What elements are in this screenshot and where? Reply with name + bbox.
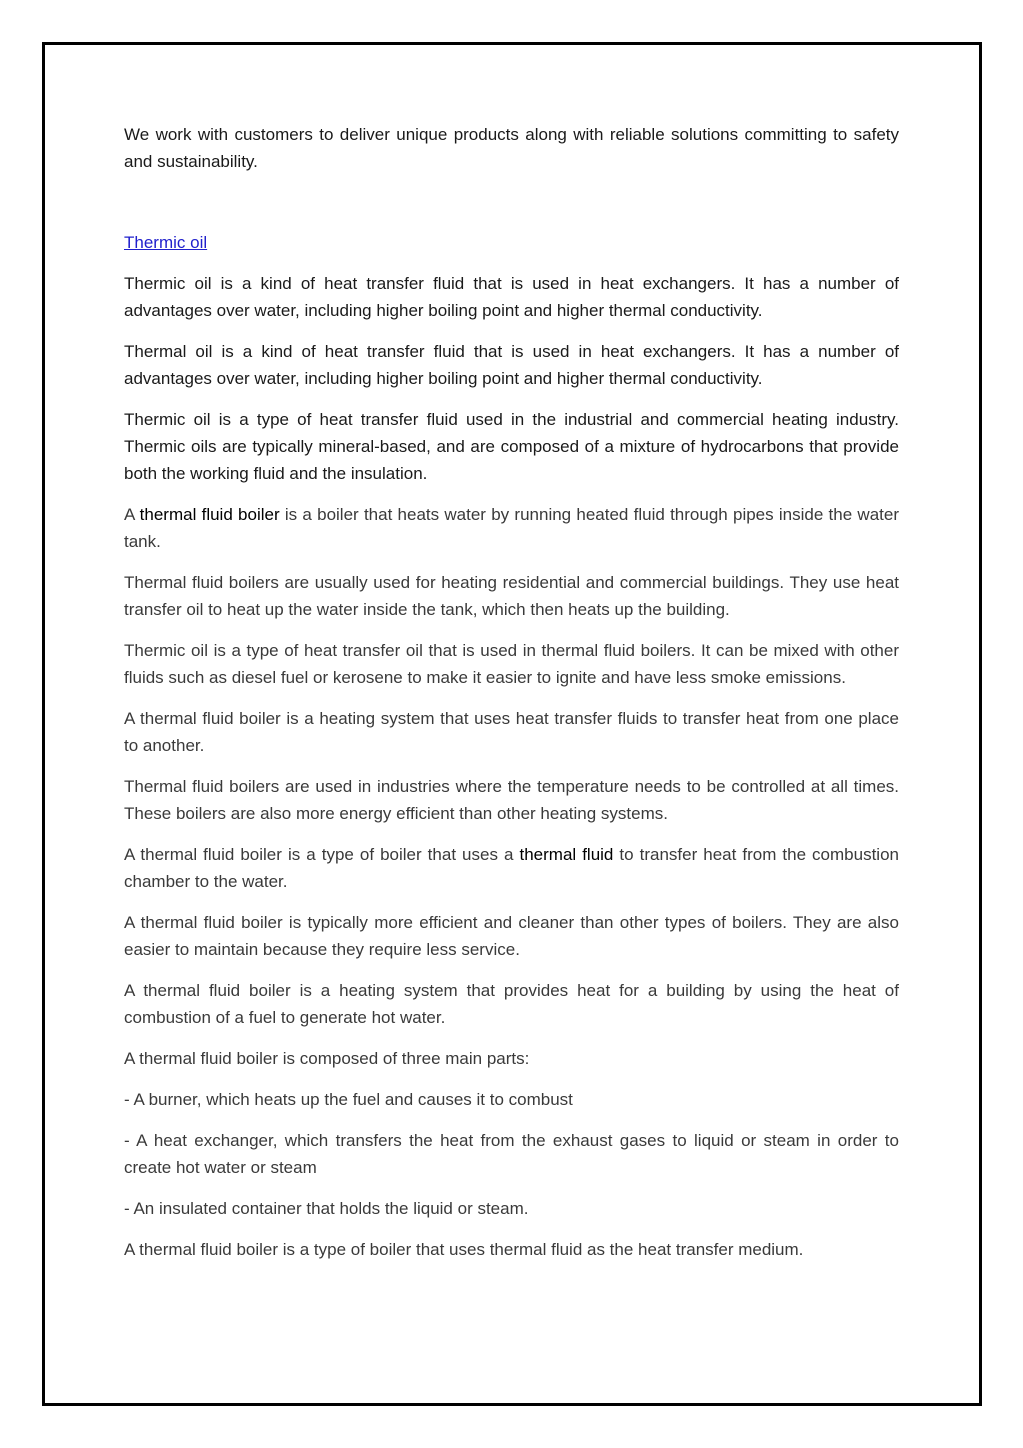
paragraph-9-prefix: A thermal fluid boiler is a type of boiler that uses a [124,845,520,864]
thermal-fluid-boiler-term: thermal fluid boiler [139,505,280,524]
paragraph-11: A thermal fluid boiler is a heating system that provides heat for a building by using the heat of combustion of a fuel to generate hot water. [124,981,899,1027]
paragraph-2: Thermal oil is a kind of heat transfer fluid that is used in heat exchangers. It has a number of advantages over water, including higher boiling point and higher thermal conductivity. [124,342,899,388]
thermic-oil-link[interactable]: Thermic oil [124,233,208,252]
paragraph-16: A thermal fluid boiler is a type of boiler that uses thermal fluid as the heat transfer medium. [124,1240,804,1259]
paragraph-5: Thermal fluid boilers are usually used for heating residential and commercial buildings. They use heat transfer oil to heat up the water inside the tank, which then heats up the building. [124,573,899,619]
paragraph-9 [124,841,899,895]
list-item-burner: - A burner, which heats up the fuel and causes it to combust [124,1090,573,1109]
paragraph-7: A thermal fluid boiler is a heating system that uses heat transfer fluids to transfer heat from one place to another. [124,709,899,755]
paragraph-4-prefix: A [124,505,140,524]
paragraph-6: Thermic oil is a type of heat transfer oil that is used in thermal fluid boilers. It can be mixed with other fluids such as diesel fuel or kerosene to make it easier to ignite and have less smoke emissions. [124,641,899,687]
thermal-fluid-term: thermal fluid [519,845,614,864]
paragraph-4-rest: is a boiler that heats water by running heated fluid through pipes inside the water tank. [124,505,900,551]
list-item-heat-exchanger: - A heat exchanger, which transfers the heat from the exhaust gases to liquid or steam in order to create hot water or steam [124,1131,899,1177]
paragraph-3: Thermic oil is a type of heat transfer fluid used in the industrial and commercial heating industry. Thermic oils are typically mineral-based, and are composed of a mixture of hydrocarbons that provide both the working fluid and the insulation. [124,410,899,483]
paragraph-8: Thermal fluid boilers are used in industries where the temperature needs to be controlled at all times. These boilers are also more energy efficient than other heating systems. [124,777,899,823]
paragraph-10: A thermal fluid boiler is typically more efficient and cleaner than other types of boilers. They are also easier to maintain because they require less service. [124,913,899,959]
document-body [124,121,899,1277]
paragraph-12: A thermal fluid boiler is composed of three main parts: [124,1049,530,1068]
list-item-container: - An insulated container that holds the liquid or steam. [124,1199,529,1218]
intro-paragraph: We work with customers to deliver unique products along with reliable solutions committing to safety and sustainability. [124,125,899,171]
paragraph-9-rest: to transfer heat from the combustion chamber to the water. [124,845,899,891]
paragraph-4 [124,501,899,555]
paragraph-1: Thermic oil is a kind of heat transfer fluid that is used in heat exchangers. It has a number of advantages over water, including higher boiling point and higher thermal conductivity. [124,274,899,320]
